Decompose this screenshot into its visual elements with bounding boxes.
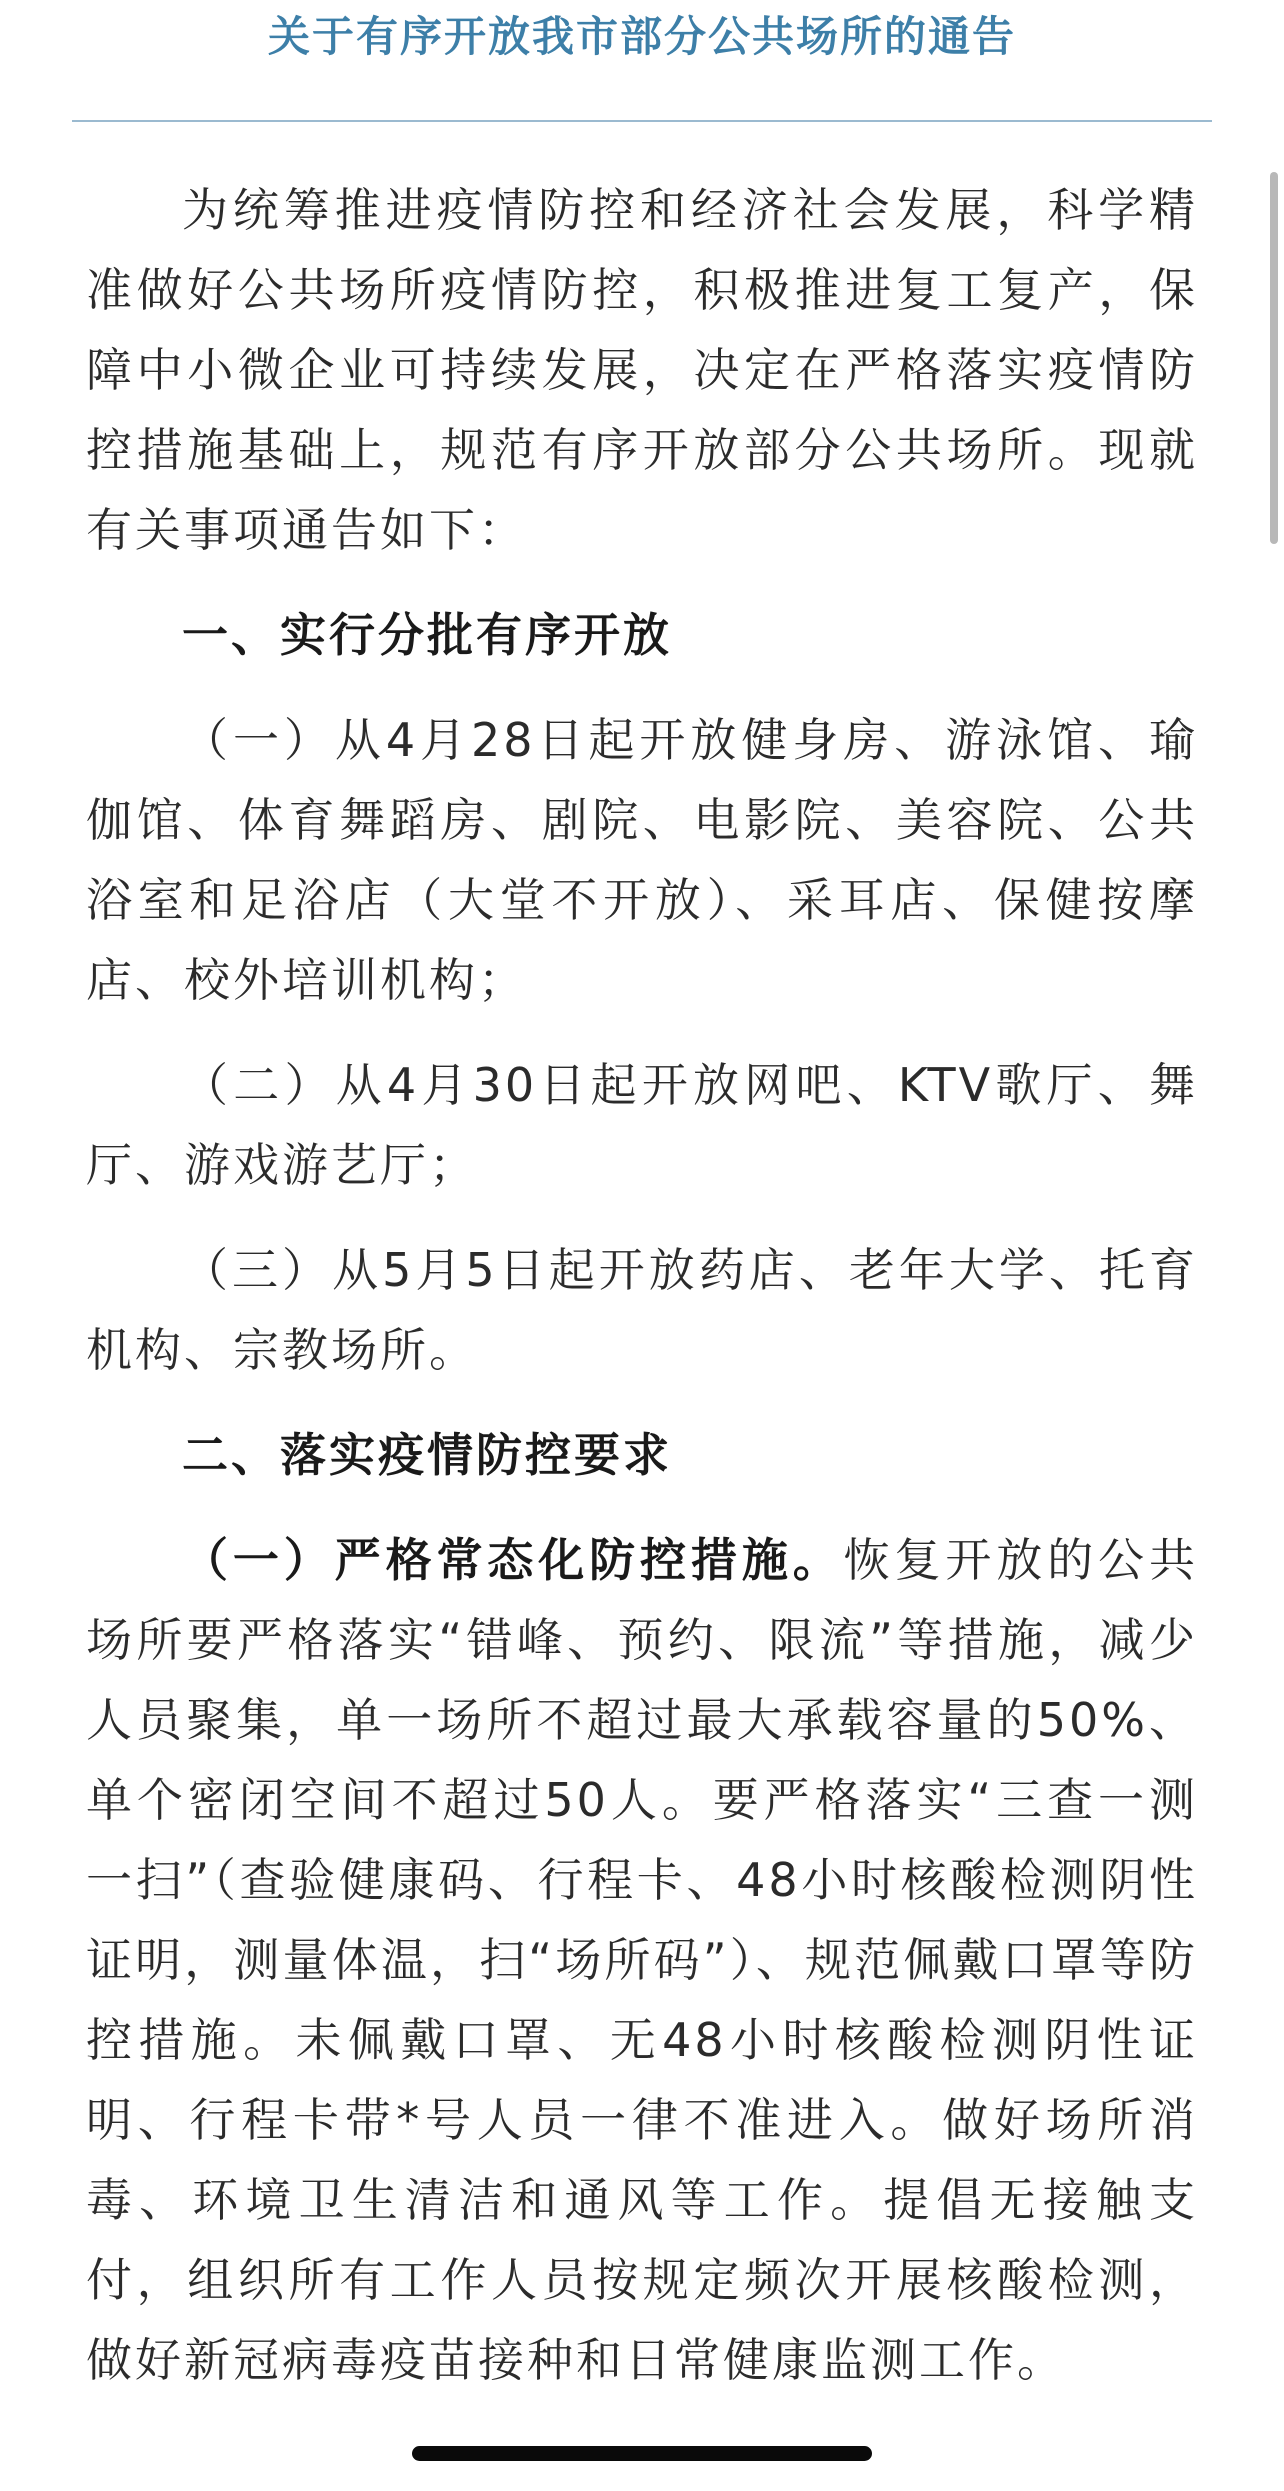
page-title: 关于有序开放我市部分公共场所的通告 [267, 12, 1016, 61]
title-divider [72, 120, 1212, 122]
section-2-item-1-lead: （一）严格常态化防控措施。 [182, 1533, 844, 1587]
section-2-item-1 [86, 1520, 1198, 2400]
article-body [86, 170, 1198, 2400]
section-2-item-1-body: 恢复开放的公共场所要严格落实“错峰、预约、限流”等措施，减少人员聚集，单一场所不超过最大承载容量的50%、单个密闭空间不超过50人。要严格落实“三查一测一扫”（查验健康码、行程卡、48小时核酸检测阴性证明，测量体温，扫“场所码”）、规范佩戴口罩等防控措施。未佩戴口罩、无48小时核酸检测阴性证明、行程卡带*号人员一律不准进入。做好场所消毒、环境卫生清洁和通风等工作。提倡无接触支付，组织所有工作人员按规定频次开展核酸检测，做好新冠病毒疫苗接种和日常健康监测工作。 [86, 1533, 1199, 2387]
section-1-item-3: （三）从5月5日起开放药店、老年大学、托育机构、宗教场所。 [86, 1243, 1198, 1377]
section-1-item-2: （二）从4月30日起开放网吧、KTV歌厅、舞厅、游戏游艺厅； [86, 1058, 1198, 1192]
section-2-heading: 二、落实疫情防控要求 [182, 1428, 672, 1482]
intro-paragraph: 为统筹推进疫情防控和经济社会发展，科学精准做好公共场所疫情防控，积极推进复工复产，保障中小微企业可持续发展，决定在严格落实疫情防控措施基础上，规范有序开放部分公共场所。现就有关事项通告如下： [86, 183, 1198, 557]
home-indicator[interactable] [412, 2446, 872, 2461]
section-1-item-1: （一）从4月28日起开放健身房、游泳馆、瑜伽馆、体育舞蹈房、剧院、电影院、美容院、公共浴室和足浴店（大堂不开放）、采耳店、保健按摩店、校外培训机构； [86, 713, 1198, 1007]
vertical-scrollbar[interactable] [1270, 172, 1278, 544]
section-1-heading: 一、实行分批有序开放 [182, 608, 672, 662]
